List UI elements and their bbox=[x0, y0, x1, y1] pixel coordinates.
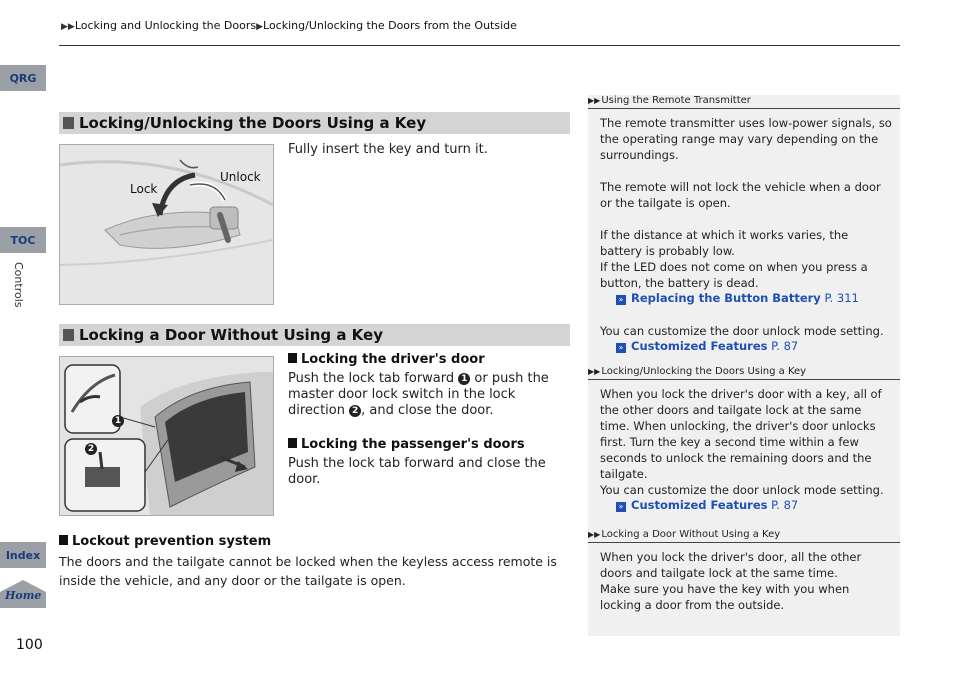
note-heading: ▶▶Locking a Door Without Using a Key bbox=[588, 529, 900, 543]
driver-door-text: Push the lock tab forward 1 or push the master door lock switch in the lock direction 2 , and close the door. bbox=[288, 371, 549, 418]
heading-square-icon bbox=[63, 329, 74, 341]
note-text: Make sure you have the key with you when locking a door from the outside. bbox=[600, 582, 850, 612]
note-heading: ▶▶Using the Remote Transmitter bbox=[588, 95, 900, 109]
note-text: The remote will not lock the vehicle when a door or the tailgate is open. bbox=[600, 180, 881, 210]
index-tab[interactable]: Index bbox=[0, 542, 46, 568]
link-arrow-icon: » bbox=[616, 295, 626, 305]
note-heading: ▶▶Locking/Unlocking the Doors Using a Key bbox=[588, 366, 900, 380]
breadcrumb bbox=[61, 19, 517, 32]
breadcrumb-item[interactable]: Locking and Unlocking the Doors bbox=[74, 19, 257, 32]
key-door-illustration bbox=[59, 144, 274, 305]
section-title: Locking/Unlocking the Doors Using a Key bbox=[79, 114, 427, 132]
section-title: Locking a Door Without Using a Key bbox=[79, 326, 383, 344]
breadcrumb-item[interactable]: Locking/Unlocking the Doors from the Outside bbox=[263, 19, 517, 32]
unlock-label: Unlock bbox=[220, 170, 261, 184]
callout-2-icon: 2 bbox=[349, 405, 361, 417]
qrg-tab[interactable]: QRG bbox=[0, 65, 46, 91]
door-handle-key-image bbox=[60, 145, 273, 304]
link-arrow-icon: » bbox=[616, 343, 626, 353]
heading-square-icon bbox=[63, 117, 74, 129]
home-label: Home bbox=[5, 589, 42, 602]
note-text: The remote transmitter uses low-power signals, so the operating range may vary depending on the surroundings. bbox=[600, 116, 892, 162]
callout-1-icon: 1 bbox=[458, 373, 470, 385]
lockout-text: The doors and the tailgate cannot be locked when the keyless access remote is inside the vehicle, and any door or the tailgate is open. bbox=[59, 554, 557, 588]
section-heading bbox=[59, 324, 570, 346]
bullet-square-icon bbox=[288, 438, 297, 448]
page-number: 100 bbox=[16, 637, 43, 653]
callout-1-icon: 1 bbox=[112, 415, 124, 427]
note-text: When you lock the driver's door with a key, all of the other doors and tailgate lock at the same time. When unlocking, the driver's door unlocks first. Turn the key a second time within a few seconds to unlock the remaining doors and the tailgate. bbox=[600, 387, 882, 481]
note-text: You can customize the door unlock mode setting. bbox=[600, 324, 884, 338]
note-text: If the LED does not come on when you press a button, the battery is dead. bbox=[600, 260, 868, 290]
passenger-door-heading: Locking the passenger's doors bbox=[288, 437, 525, 452]
lock-label: Lock bbox=[130, 182, 158, 196]
note-arrow-icon: ▶▶ bbox=[588, 96, 601, 105]
header-divider bbox=[59, 45, 900, 46]
link-arrow-icon: » bbox=[616, 502, 626, 512]
breadcrumb-arrow-icon: ▶ bbox=[256, 22, 264, 32]
note-arrow-icon: ▶▶ bbox=[588, 530, 601, 539]
toc-tab[interactable]: TOC bbox=[0, 227, 46, 253]
callout-2-icon: 2 bbox=[85, 443, 97, 455]
chapter-label: Controls bbox=[12, 262, 25, 308]
lock-tab-illustration bbox=[59, 356, 274, 516]
note-text: You can customize the door unlock mode setting. bbox=[600, 483, 884, 497]
customized-features-link[interactable]: » Customized Features P. 87 bbox=[616, 498, 798, 512]
bullet-square-icon bbox=[59, 535, 68, 545]
driver-door-heading: Locking the driver's door bbox=[288, 352, 485, 367]
bullet-square-icon bbox=[288, 353, 297, 363]
section-heading bbox=[59, 112, 570, 134]
replace-battery-link[interactable]: » Replacing the Button Battery P. 311 bbox=[616, 291, 859, 305]
home-tab[interactable] bbox=[0, 580, 46, 608]
door-lock-tab-image bbox=[60, 357, 273, 515]
breadcrumb-arrow-icon: ▶▶ bbox=[61, 22, 75, 32]
customized-features-link[interactable]: » Customized Features P. 87 bbox=[616, 339, 798, 353]
note-text: When you lock the driver's door, all the other doors and tailgate lock at the same time. bbox=[600, 550, 862, 580]
note-text: If the distance at which it works varies, the battery is probably low. bbox=[600, 228, 849, 258]
lockout-heading: Lockout prevention system bbox=[59, 534, 271, 549]
passenger-door-text: Push the lock tab forward and close the door. bbox=[288, 456, 546, 487]
key-instruction: Fully insert the key and turn it. bbox=[288, 142, 488, 157]
note-arrow-icon: ▶▶ bbox=[588, 367, 601, 376]
